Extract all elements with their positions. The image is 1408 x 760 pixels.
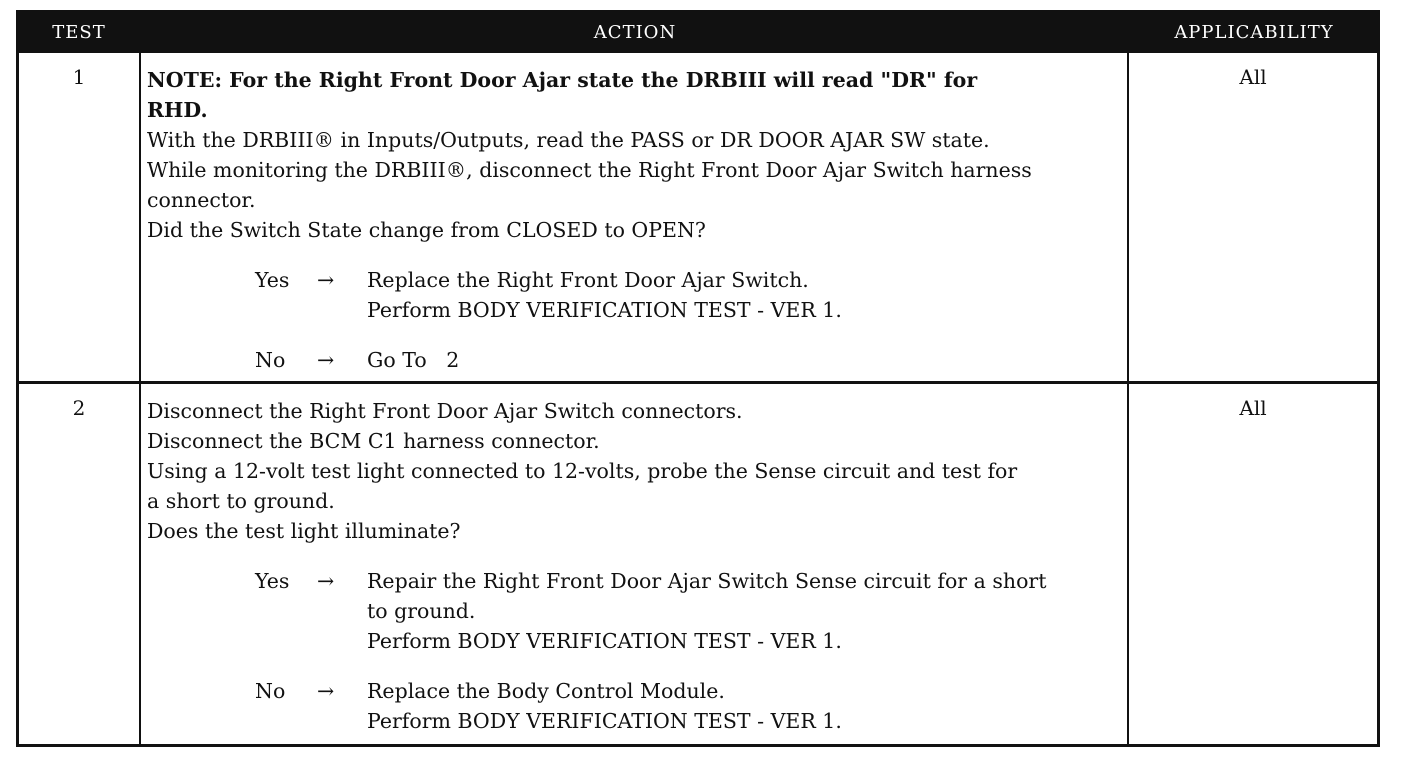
answer-text (367, 676, 1119, 736)
applicability-value: All (1239, 396, 1267, 420)
action-cell (147, 65, 1119, 395)
test-number: 1 (72, 65, 86, 89)
diagnostic-table (16, 10, 1380, 747)
answer-line: to ground. (367, 599, 476, 623)
table-row (19, 384, 1377, 744)
table-row (19, 53, 1377, 381)
action-cell (147, 396, 1119, 756)
answer-line: Perform BODY VERIFICATION TEST - VER 1. (367, 629, 842, 653)
action-line: Does the test light illuminate? (147, 519, 461, 543)
answer-line: Go To 2 (367, 348, 460, 372)
note-line: NOTE: For the Right Front Door Ajar state the DRBIII will read "DR" for (147, 68, 978, 92)
action-line: a short to ground. (147, 489, 335, 513)
arrow-right-icon: → (317, 268, 335, 292)
answer-text (367, 345, 1119, 375)
applicability-value: All (1239, 65, 1267, 89)
action-line: Disconnect the BCM C1 harness connector. (147, 429, 600, 453)
arrow-right-icon: → (317, 679, 335, 703)
test-number: 2 (72, 396, 86, 420)
arrow-right-icon: → (317, 569, 335, 593)
answer-yes (147, 566, 1119, 656)
answer-line: Perform BODY VERIFICATION TEST - VER 1. (367, 709, 842, 733)
action-line: Did the Switch State change from CLOSED to OPEN? (147, 218, 706, 242)
answer-label: No (255, 348, 286, 372)
action-line: Disconnect the Right Front Door Ajar Switch connectors. (147, 399, 743, 423)
answer-list (147, 566, 1119, 736)
arrow-right-icon: → (317, 348, 335, 372)
answer-no (147, 345, 1119, 375)
answer-line: Replace the Right Front Door Ajar Switch. (367, 268, 809, 292)
header-action: ACTION (593, 22, 677, 43)
answer-text (367, 566, 1119, 656)
answer-line: Replace the Body Control Module. (367, 679, 725, 703)
answer-label: No (255, 679, 286, 703)
answer-line: Perform BODY VERIFICATION TEST - VER 1. (367, 298, 842, 322)
action-line: While monitoring the DRBIII®, disconnect the Right Front Door Ajar Switch harness (147, 158, 1032, 182)
answer-yes (147, 265, 1119, 325)
answer-text (367, 265, 1119, 325)
action-line: connector. (147, 188, 256, 212)
answer-line: Repair the Right Front Door Ajar Switch Sense circuit for a short (367, 569, 1047, 593)
action-line: With the DRBIII® in Inputs/Outputs, read the PASS or DR DOOR AJAR SW state. (147, 128, 990, 152)
answer-label: Yes (255, 569, 290, 593)
action-line: Using a 12-volt test light connected to 12-volts, probe the Sense circuit and test for (147, 459, 1018, 483)
header-applicability: APPLICABILITY (1174, 22, 1334, 43)
header-test: TEST (52, 22, 106, 43)
note-line: RHD. (147, 98, 208, 122)
answer-label: Yes (255, 268, 290, 292)
table-header (19, 13, 1377, 53)
answer-list (147, 265, 1119, 375)
answer-no (147, 676, 1119, 736)
